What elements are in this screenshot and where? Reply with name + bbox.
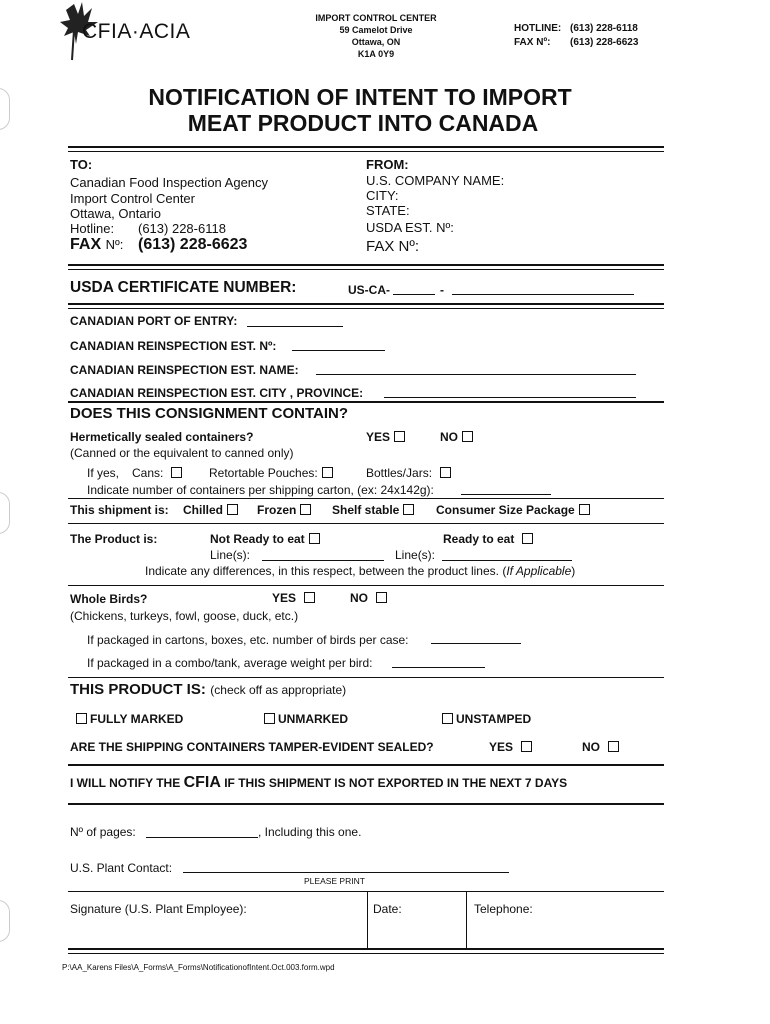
lines-label: Line(s):: [395, 548, 436, 562]
pouches-option[interactable]: [209, 466, 333, 480]
checkbox[interactable]: [322, 467, 333, 478]
including-note: , Including this one.: [258, 825, 362, 839]
no-text: NO: [582, 740, 600, 754]
cans-text: Cans:: [132, 466, 164, 480]
unstamped-option[interactable]: [442, 712, 531, 726]
consignment-heading: DOES THIS CONSIGNMENT CONTAIN?: [70, 405, 349, 422]
cert-label: USDA CERTIFICATE NUMBER:: [70, 279, 297, 296]
divider: [68, 523, 664, 524]
divider: [68, 146, 664, 148]
divider: [68, 401, 664, 403]
yes-text: YES: [272, 591, 297, 605]
applicable-text: If Applicable: [506, 564, 572, 578]
to-hotline-label: Hotline:: [70, 221, 115, 236]
checkbox[interactable]: [403, 504, 414, 515]
to-fax-value: (613) 228-6623: [138, 236, 248, 253]
lines-field-2[interactable]: [442, 560, 572, 561]
to-line: Ottawa, Ontario: [70, 206, 162, 221]
heading-text: THIS PRODUCT IS:: [70, 681, 206, 698]
to-line: Import Control Center: [70, 191, 195, 206]
plant-contact-field[interactable]: [183, 872, 509, 873]
punch-hole: [0, 492, 10, 534]
ready-text: Ready to eat: [443, 532, 515, 546]
frozen-text: Frozen: [257, 503, 297, 517]
yes-text: YES: [489, 740, 514, 754]
signature-label: Signature (U.S. Plant Employee):: [70, 902, 247, 916]
date-label: Date:: [373, 902, 402, 916]
this-product-heading: [70, 681, 346, 699]
divider: [68, 269, 664, 270]
fax-word: FAX: [70, 236, 102, 253]
fax-no: Nº:: [105, 237, 124, 252]
divider: [68, 498, 664, 499]
unstamped-text: UNSTAMPED: [456, 712, 532, 726]
checkbox[interactable]: [442, 713, 453, 724]
checkbox[interactable]: [522, 533, 533, 544]
vertical-divider: [367, 891, 368, 948]
checkbox[interactable]: [440, 467, 451, 478]
from-company: U.S. COMPANY NAME:: [366, 173, 505, 188]
port-of-entry-field[interactable]: [247, 326, 343, 327]
reinspection-est-name-label: CANADIAN REINSPECTION EST. NAME:: [70, 363, 299, 377]
telephone-label: Telephone:: [474, 902, 533, 916]
divider: [68, 151, 664, 152]
checkbox[interactable]: [304, 592, 315, 603]
checkbox[interactable]: [608, 741, 619, 752]
header-hotline-label: HOTLINE:: [514, 23, 562, 34]
to-fax-label: [70, 236, 123, 254]
address-line: Ottawa, ON: [351, 37, 401, 47]
tamper-no[interactable]: [582, 740, 619, 754]
header-fax-label: FAX Nº:: [514, 37, 551, 48]
not-ready-option[interactable]: [210, 532, 320, 546]
ready-option[interactable]: [443, 532, 533, 546]
to-line: Canadian Food Inspection Agency: [70, 175, 269, 190]
divider: [68, 953, 664, 954]
marked-text: FULLY MARKED: [90, 712, 184, 726]
shelf-stable-option[interactable]: [332, 503, 414, 517]
reinspection-est-city-label: CANADIAN REINSPECTION EST. CITY , PROVINCE:: [70, 386, 364, 400]
hermetic-label: Hermetically sealed containers?: [70, 430, 254, 444]
tamper-evident-label: ARE THE SHIPPING CONTAINERS TAMPER-EVIDENT SEALED?: [70, 740, 434, 754]
address-line: K1A 0Y9: [357, 49, 395, 59]
from-state: STATE:: [366, 203, 410, 218]
checkbox[interactable]: [579, 504, 590, 515]
port-of-entry-label: CANADIAN PORT OF ENTRY:: [70, 314, 238, 328]
reinspection-est-name-field[interactable]: [316, 374, 636, 375]
bottles-text: Bottles/Jars:: [366, 466, 433, 480]
shelf-text: Shelf stable: [332, 503, 400, 517]
divider: [68, 677, 664, 678]
chilled-text: Chilled: [183, 503, 224, 517]
no-text: NO: [440, 430, 458, 444]
birds-per-case-field[interactable]: [431, 643, 521, 644]
checkbox[interactable]: [76, 713, 87, 724]
fully-marked-option[interactable]: [76, 712, 183, 726]
divider: [68, 948, 664, 950]
containers-per-carton-label: Indicate number of containers per shipping carton, (ex: 24x142g):: [87, 483, 434, 497]
lines-label: Line(s):: [210, 548, 251, 562]
plant-contact-label: U.S. Plant Contact:: [70, 861, 173, 875]
hermetic-no[interactable]: [440, 430, 473, 444]
from-label: FROM:: [366, 157, 409, 172]
notify-statement: [70, 774, 567, 792]
cert-field-2[interactable]: [452, 294, 634, 295]
cert-dash: -: [440, 283, 444, 297]
notify-post: IF THIS SHIPMENT IS NOT EXPORTED IN THE NEXT 7 DAYS: [220, 776, 568, 790]
reinspection-est-no-field[interactable]: [292, 350, 385, 351]
vertical-divider: [466, 891, 467, 948]
consumer-size-option[interactable]: [436, 503, 590, 517]
frozen-option[interactable]: [257, 503, 311, 517]
checkbox[interactable]: [227, 504, 238, 515]
tamper-yes[interactable]: [489, 740, 532, 754]
birds-no[interactable]: [350, 591, 387, 605]
average-weight-label: If packaged in a combo/tank, average weight per bird:: [87, 656, 373, 670]
indicate-text: Indicate any differences, in this respect, between the product lines. (: [145, 564, 507, 578]
checkbox[interactable]: [300, 504, 311, 515]
pages-label: Nº of pages:: [70, 825, 136, 839]
import-control-address: [300, 12, 452, 60]
logo-text: CFIA·ACIA: [82, 20, 191, 43]
checkbox[interactable]: [394, 431, 405, 442]
product-label: The Product is:: [70, 532, 158, 546]
file-path: P:\AA_Karens Files\A_Forms\A_Forms\NotificationofIntent.Oct.003.form.wpd: [62, 963, 335, 972]
shipment-label: This shipment is:: [70, 503, 169, 517]
divider: [68, 764, 664, 766]
bottles-option[interactable]: [366, 466, 451, 480]
cans-option[interactable]: [132, 466, 182, 480]
checkbox[interactable]: [462, 431, 473, 442]
pages-field[interactable]: [146, 837, 258, 838]
close-paren: ): [571, 564, 576, 578]
punch-hole: [0, 900, 10, 942]
checkbox[interactable]: [309, 533, 320, 544]
consumer-text: Consumer Size Package: [436, 503, 575, 517]
checkbox[interactable]: [171, 467, 182, 478]
hermetic-note: (Canned or the equivalent to canned only): [70, 446, 294, 460]
pouches-text: Retortable Pouches:: [209, 466, 318, 480]
cert-prefix: US-CA-: [348, 283, 390, 297]
to-hotline-value: (613) 228-6118: [138, 221, 226, 236]
reinspection-est-city-field[interactable]: [384, 397, 636, 398]
checkbox[interactable]: [521, 741, 532, 752]
lines-field-1[interactable]: [262, 560, 384, 561]
header-hotline-value: (613) 228-6118: [570, 23, 638, 34]
no-text: NO: [350, 591, 368, 605]
to-label: TO:: [70, 157, 93, 172]
chilled-option[interactable]: [183, 503, 238, 517]
reinspection-est-no-label: CANADIAN REINSPECTION EST. Nº:: [70, 339, 277, 353]
checkbox[interactable]: [264, 713, 275, 724]
not-ready-text: Not Ready to eat: [210, 532, 305, 546]
title-line-1: NOTIFICATION OF INTENT TO IMPORT: [148, 84, 572, 110]
average-weight-field[interactable]: [392, 667, 485, 668]
containers-per-carton-field[interactable]: [461, 494, 551, 495]
from-usda-est: USDA EST. Nº:: [366, 220, 454, 235]
please-print: PLEASE PRINT: [304, 876, 365, 886]
heading-note: (check off as appropriate): [210, 683, 347, 697]
product-differences-note: [145, 564, 575, 578]
whole-birds-label: Whole Birds?: [70, 592, 148, 606]
divider: [68, 303, 664, 305]
birds-per-case-label: If packaged in cartons, boxes, etc. number of birds per case:: [87, 633, 409, 647]
divider: [68, 264, 664, 266]
unmarked-option[interactable]: [264, 712, 348, 726]
if-yes-label: If yes,: [87, 466, 120, 480]
title-line-2: MEAT PRODUCT INTO CANADA: [187, 110, 539, 136]
hermetic-yes[interactable]: [366, 430, 405, 444]
birds-note: (Chickens, turkeys, fowl, goose, duck, etc.): [70, 609, 299, 623]
divider: [68, 803, 664, 805]
address-line: 59 Camelot Drive: [339, 25, 413, 35]
divider: [68, 585, 664, 586]
address-line: IMPORT CONTROL CENTER: [315, 13, 437, 23]
birds-yes[interactable]: [272, 591, 315, 605]
from-fax: FAX Nº:: [366, 238, 419, 255]
from-city: CITY:: [366, 188, 399, 203]
yes-text: YES: [366, 430, 391, 444]
cert-field-1[interactable]: [393, 294, 435, 295]
notify-cfia: CFIA: [183, 774, 221, 791]
notify-pre: I WILL NOTIFY THE: [70, 776, 184, 790]
checkbox[interactable]: [376, 592, 387, 603]
divider: [68, 891, 664, 892]
divider: [68, 308, 664, 309]
header-fax-value: (613) 228-6623: [570, 37, 639, 48]
unmarked-text: UNMARKED: [278, 712, 348, 726]
